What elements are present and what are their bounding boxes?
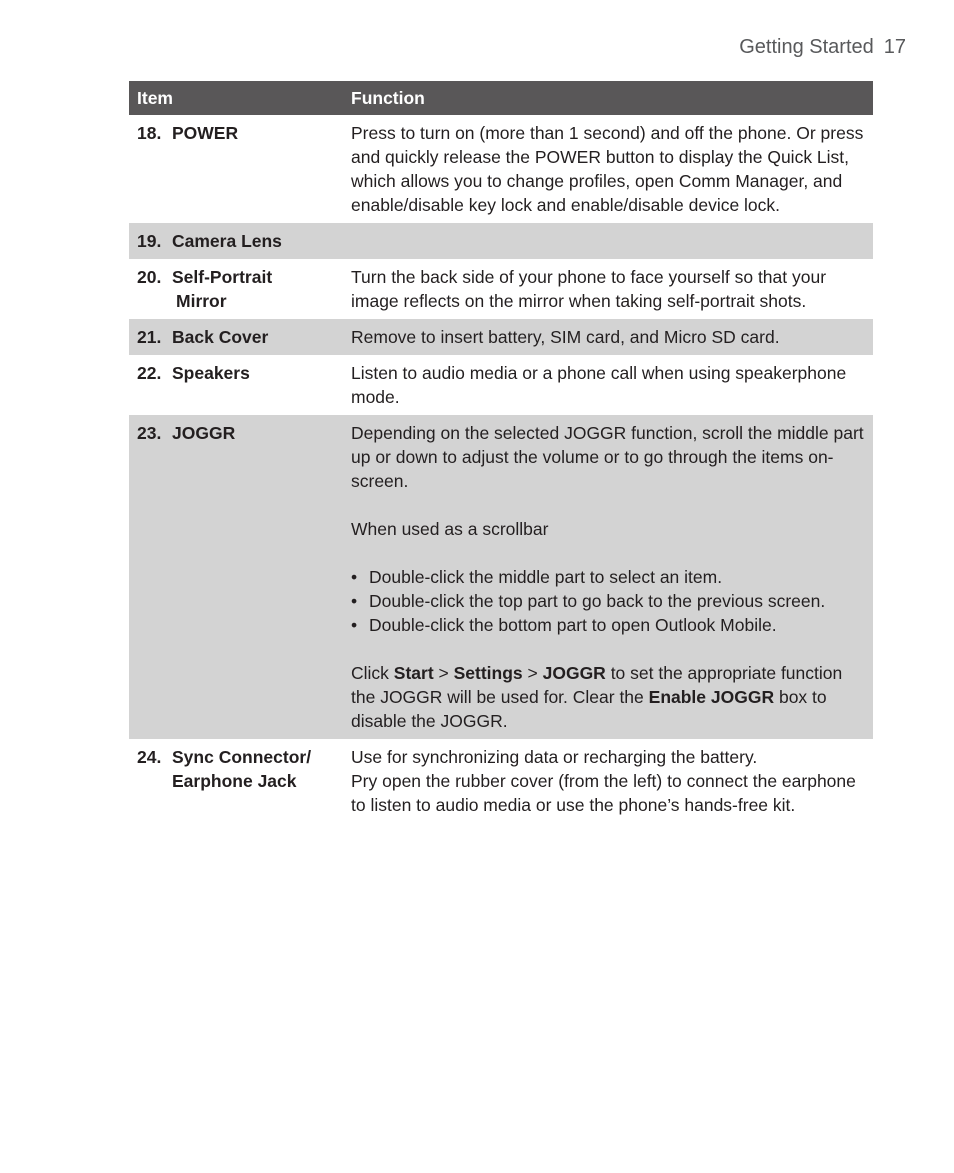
function-text: Remove to insert battery, SIM card, and Micro SD card. <box>351 327 780 347</box>
item-cell <box>137 325 335 349</box>
column-header-function: Function <box>343 81 873 115</box>
table-header-row <box>129 81 873 115</box>
item-cell <box>137 121 335 145</box>
item-name: Speakers <box>172 363 250 383</box>
table-row <box>129 259 873 319</box>
item-name: JOGGR <box>172 423 236 443</box>
item-name: Camera Lens <box>172 231 282 251</box>
item-name-line2: Mirror <box>176 291 227 311</box>
item-name: Sync Connector/ <box>172 747 312 767</box>
item-name-line2: Earphone Jack <box>172 771 297 791</box>
function-cell <box>343 739 873 823</box>
settings-instruction: Click Start > Settings > JOGGR to set the appropriate function the JOGGR will be used for. Clear the Enable JOGGR box to disable the JOGGR. <box>351 663 843 731</box>
function-text: Press to turn on (more than 1 second) and off the phone. Or press and quickly release the POWER button to display the Quick List, which allows you to change profiles, open Comm Manager, and enable/disable key lock and enable/disable device lock. <box>351 123 864 215</box>
bullet-icon: • <box>351 567 358 587</box>
menu-start: Start <box>393 663 434 683</box>
table-row <box>129 355 873 415</box>
item-number: 21. <box>137 327 162 347</box>
function-cell <box>343 259 873 319</box>
page-number: 17 <box>883 36 906 58</box>
function-text: Turn the back side of your phone to face yourself so that your image reflects on the mirror when taking self-portrait shots. <box>351 267 827 311</box>
item-function-table <box>129 81 873 823</box>
function-intro: Depending on the selected JOGGR function, scroll the middle part up or down to adjust the volume or to go through the items on-screen. <box>351 423 864 491</box>
table-row <box>129 115 873 223</box>
table-row <box>129 223 873 259</box>
function-cell <box>343 355 873 415</box>
function-cell <box>343 415 873 739</box>
item-number: 23. <box>137 423 162 443</box>
function-cell <box>343 115 873 223</box>
item-number: 22. <box>137 363 162 383</box>
list-item: • Double-click the bottom part to open Outlook Mobile. <box>351 615 777 635</box>
bullet-list <box>351 565 865 637</box>
bullet-icon: • <box>351 591 358 611</box>
item-cell <box>137 745 335 793</box>
item-cell <box>137 361 335 385</box>
section-title: Getting Started <box>739 36 874 58</box>
running-header <box>739 36 906 59</box>
item-name: POWER <box>172 123 239 143</box>
item-name: Back Cover <box>172 327 269 347</box>
column-header-item: Item <box>129 81 343 115</box>
function-text: Pry open the rubber cover (from the left) to connect the earphone to listen to audio media or use the phone’s hands-free kit. <box>351 771 856 815</box>
function-cell <box>343 319 873 355</box>
table-row <box>129 415 873 739</box>
list-item: • Double-click the middle part to select an item. <box>351 567 723 587</box>
item-number: 18. <box>137 123 162 143</box>
item-number: 19. <box>137 231 162 251</box>
option-enable-joggr: Enable JOGGR <box>648 687 775 707</box>
table-row <box>129 319 873 355</box>
function-text: Listen to audio media or a phone call when using speakerphone mode. <box>351 363 847 407</box>
menu-settings: Settings <box>453 663 523 683</box>
item-cell <box>137 421 335 445</box>
function-text: Use for synchronizing data or recharging the battery. <box>351 747 758 767</box>
item-cell <box>137 265 335 313</box>
table-row <box>129 739 873 823</box>
item-name: Self-Portrait <box>172 267 273 287</box>
item-number: 24. <box>137 747 162 767</box>
function-cell <box>343 223 873 259</box>
menu-joggr: JOGGR <box>542 663 606 683</box>
bullet-icon: • <box>351 615 358 635</box>
list-item: • Double-click the top part to go back to the previous screen. <box>351 591 826 611</box>
scrollbar-label: When used as a scrollbar <box>351 519 549 539</box>
item-number: 20. <box>137 267 162 287</box>
item-cell <box>137 229 335 253</box>
